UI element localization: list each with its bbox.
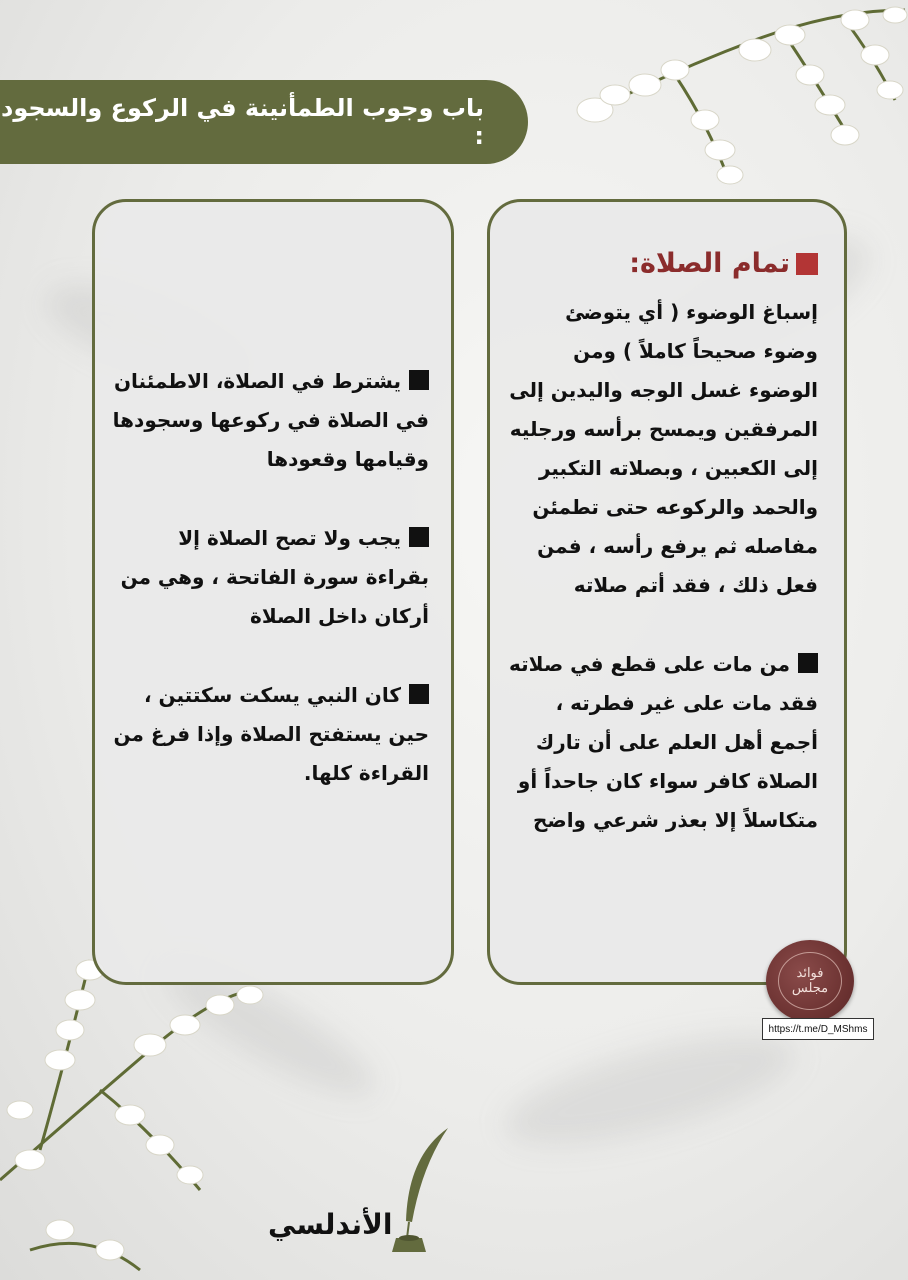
background-shadow bbox=[495, 1013, 805, 1168]
content-card-left bbox=[92, 199, 454, 985]
paragraph-text: من مات على قطع في صلاته فقد مات على غير فطرته ، أجمع أهل العلم على أن تارك الصلاة كافر سواء كان جاحداً أو متكاسلاً إلا بعذر شرعي واضح bbox=[509, 652, 818, 832]
section-title bbox=[504, 248, 818, 279]
section-title-text: تمام الصلاة: bbox=[629, 248, 790, 279]
wax-seal-logo bbox=[766, 940, 854, 1022]
telegram-link[interactable]: https://t.me/D_MShms bbox=[762, 1018, 874, 1040]
paragraph-text: يجب ولا تصح الصلاة إلا بقراءة سورة الفاتحة ، وهي من أركان داخل الصلاة bbox=[120, 526, 429, 628]
paragraph: إسباغ الوضوء ( أي يتوضئ وضوء صحيحاً كاملاً ) ومن الوضوء غسل الوجه واليدين إلى المرفقين ويمسح برأسه ورجليه إلى الكعبين ، وبصلاته التكبير والحمد والركوعه حتى تطمئن مفاصله ثم يرفع رأسه ، فمن فعل ذلك ، فقد أتم صلاته bbox=[509, 300, 818, 597]
author-signature: الأندلسي bbox=[268, 1208, 393, 1241]
bullet-paragraph bbox=[109, 519, 429, 636]
header-banner bbox=[0, 80, 528, 164]
black-square-bullet-icon bbox=[409, 684, 429, 704]
black-square-bullet-icon bbox=[409, 527, 429, 547]
bullet-paragraph bbox=[109, 362, 429, 479]
paragraph-text: يشترط في الصلاة، الاطمئنان في الصلاة في ركوعها وسجودها وقيامها وقعودها bbox=[112, 369, 429, 471]
flowers-top-right-illustration bbox=[555, 0, 908, 200]
bullet-paragraph bbox=[504, 645, 818, 840]
black-square-bullet-icon bbox=[798, 653, 818, 673]
page-title: باب وجوب الطمأنينة في الركوع والسجود : bbox=[1, 94, 484, 150]
seal-text: فوائد مجلس bbox=[778, 952, 842, 1010]
paragraph-text: كان النبي يسكت سكتتين ، حين يستفتح الصلاة وإذا فرغ من القراءة كلها. bbox=[113, 683, 429, 785]
red-square-icon bbox=[796, 253, 818, 275]
black-square-bullet-icon bbox=[409, 370, 429, 390]
content-card-right bbox=[487, 199, 847, 985]
quill-ink-icon bbox=[388, 1126, 458, 1256]
bullet-paragraph bbox=[109, 676, 429, 793]
